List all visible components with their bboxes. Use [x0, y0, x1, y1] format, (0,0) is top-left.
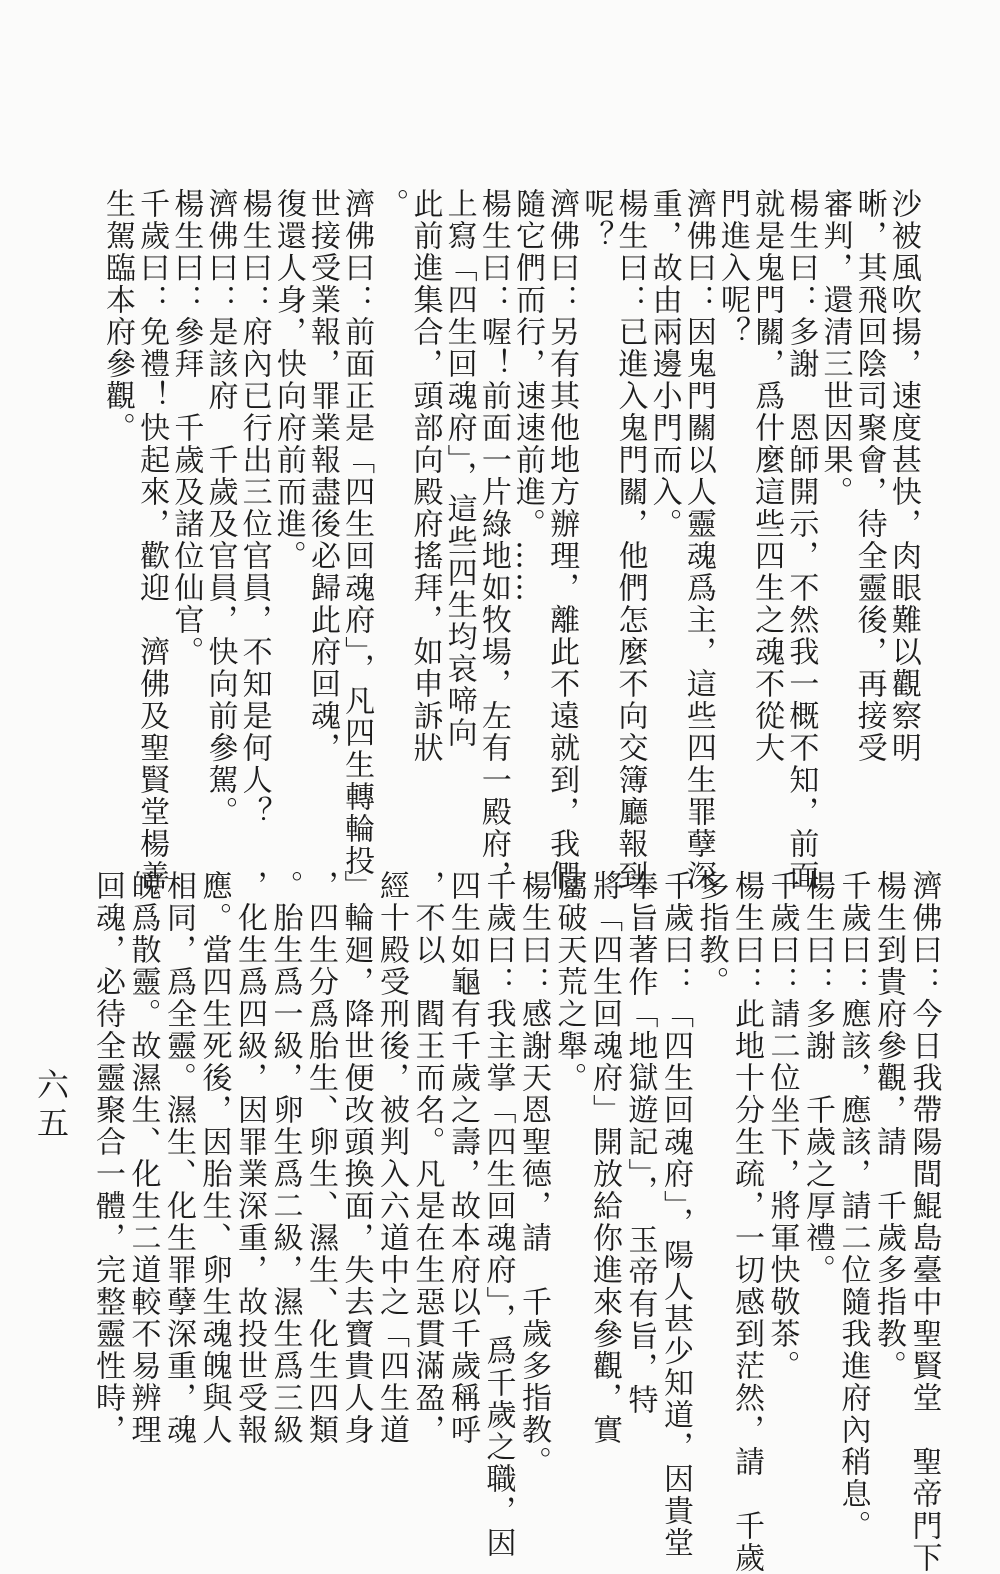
text-column: 奉旨著作「地獄遊記」， 玉帝有旨，特: [622, 870, 658, 1416]
text-column: 此前進集合，頭部向殿府搖拜，如申訴狀: [407, 188, 443, 764]
text-column: ，四生分爲胎生、卵生、濕生、化生四類: [303, 870, 338, 1446]
text-column: 相同，爲全靈。濕生、化生罪孽深重，魂: [161, 870, 196, 1446]
text-column: 楊生到貴府參觀，請 千歲多指教。: [871, 870, 906, 1382]
text-column: 楊生曰：參拜 千歲及諸位仙官。: [168, 188, 204, 668]
text-column: 濟佛曰：因鬼門關以人靈魂爲主，這些四生罪孽深: [680, 188, 716, 892]
text-column: 沙被風吹揚，速度甚快，肉眼難以觀察明: [885, 188, 921, 764]
text-column: 。: [373, 188, 409, 220]
text-column: 。胎生爲一級，卵生爲二級，濕生爲三級: [267, 870, 303, 1446]
text-column: 重，故由兩邊小門而入。: [646, 188, 682, 540]
text-column: 千歲曰：免禮！快起來，歡迎 濟佛及聖賢堂楊善: [134, 188, 170, 892]
text-column: 濟佛曰：是該府 千歲及官員，快向前參駕。: [202, 188, 238, 828]
text-column: 隨它們而行，速速前進。……: [510, 188, 545, 604]
text-column: 多指教。: [693, 870, 729, 998]
text-column: 千歲曰：「四生回魂府」，陽人甚少知道，因貴堂: [658, 870, 693, 1559]
text-column: 濟佛曰：今日我帶陽間鯤島臺中聖賢堂 聖帝門下: [906, 870, 942, 1574]
text-column: 楊生曰：喔！前面一片綠地如牧場，左有一殿府，: [475, 188, 511, 892]
text-column: 復還人身，快向府前而進。: [270, 188, 306, 572]
text-column: 千歲曰：我主掌「四生回魂府」，爲千歲之職，因: [480, 870, 516, 1559]
text-column: 楊生曰：多謝 千歲之厚禮。: [800, 870, 835, 1286]
text-column: 魄爲散靈。故濕生、化生二道較不易辨理: [125, 870, 161, 1446]
text-column: 經十殿受刑後，被判入六道中之「四生道: [374, 870, 409, 1446]
text-column: 四生如龜有千歲之壽，故本府以千歲稱呼: [445, 870, 480, 1446]
text-column: 楊生曰：府內已行出三位官員，不知是何人？: [236, 188, 272, 828]
text-column: 將「四生回魂府」開放給你進來參觀，實: [587, 870, 622, 1446]
text-column: 千歲曰：請二位坐下，將軍快敬茶。: [764, 870, 800, 1382]
text-column: 屬破天荒之舉。: [551, 870, 587, 1094]
text-column: 生駕臨本府參觀。: [100, 188, 135, 444]
text-column: 楊生曰：此地十分生疏，一切感到茫然，請 千歲: [729, 870, 764, 1574]
text-column: 審判，還清三世因果。: [817, 188, 853, 508]
text-column: 呢？: [578, 188, 614, 252]
text-column: 就是鬼門關，爲什麼這些四生之魂不從大: [749, 188, 785, 764]
page-number: 六五: [32, 1068, 70, 1144]
top-text-block: [100, 78, 921, 892]
text-column: 楊生曰：多謝 恩師開示，不然我一概不知，前面: [783, 188, 819, 892]
text-column: ，化生爲四級，因罪業深重，故投世受報: [232, 870, 267, 1446]
bottom-text-block: [90, 760, 942, 1574]
text-column: 濟佛曰：前面正是「四生回魂府」，凡四生轉輪投: [339, 188, 375, 877]
text-column: 楊生曰：感謝天恩聖德，請 千歲多指教。: [516, 870, 551, 1478]
text-column: 世接受業報，罪業報盡後必歸此府回魂，: [305, 188, 340, 764]
text-column: 門進入呢？: [715, 188, 750, 348]
text-column: 」輪廻，降世便改頭換面，失去寶貴人身: [338, 870, 374, 1446]
text-column: 楊生曰：已進入鬼門關，他們怎麼不向交簿廳報到: [612, 188, 648, 892]
text-column: 濟佛曰：另有其他地方辦理，離此不遠就到，我們: [544, 188, 580, 892]
text-column: 晰，其飛回陰司聚會，待全靈後，再接受: [851, 188, 887, 764]
text-column: 應。當四生死後，因胎生、卵生魂魄與人: [196, 870, 232, 1446]
text-column: 千歲曰：應該，應該，請二位隨我進府內稍息。: [835, 870, 871, 1542]
text-column: ，不以 閻王而名。凡是在生惡貫滿盈，: [409, 870, 445, 1446]
text-column: 上寫「四生回魂府」，這些四生均哀啼向: [441, 188, 477, 749]
text-column: 回魂，必待全靈聚合一體，完整靈性時，: [90, 870, 125, 1446]
